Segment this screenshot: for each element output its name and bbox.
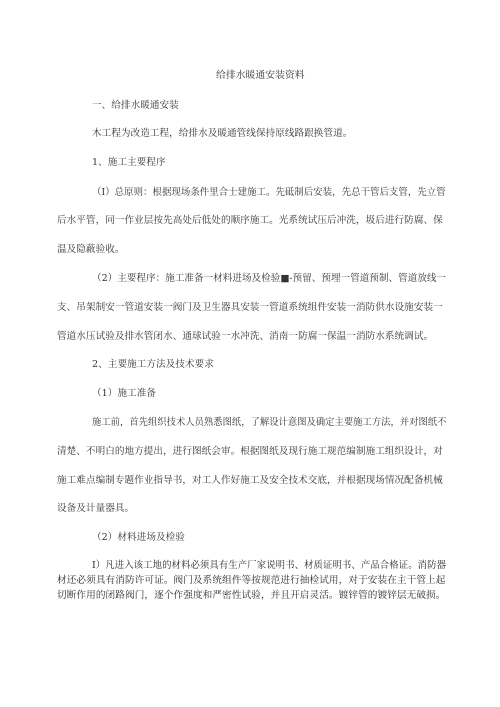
paragraph-line: 管道水压试验及排水管闭水、通球试验一水冲洗、消南一防腐一保温一消防水系统调试。 <box>57 331 434 342</box>
subsection-heading: 2、主要施工方法及技术要求 <box>92 359 214 370</box>
paragraph-line: 木工程为改造工程，给排水及暖通管线保持原线路跟换管道。 <box>92 128 353 139</box>
item-heading: （1）施工准备 <box>92 388 157 399</box>
paragraph-line: I）凡进入该工地的材料必须具有生产厂家说明书、材质证明书、产品合格证。消防器 <box>92 560 447 571</box>
paragraph-line: 温及隐蔽验收。 <box>57 244 125 255</box>
paragraph-line: 切断作用的闭路阀门，逐个作强度和严密性试验，并且开启灵活。镀锌管的镀锌层无破损。 <box>57 590 446 601</box>
paragraph-line: （2）主要程序：施工准备一材料进场及检验■-预留、预埋一管道预制、管道放线一 <box>92 273 447 284</box>
paragraph-line: 施工难点编制专题作业指导书，对工人作好施工及安全技术交底，并根据现场情况配备机械 <box>57 475 443 486</box>
paragraph-line: 施工前，首先组织技术人员熟悉图纸，了解设计意图及确定主要施工方法，并对图纸不 <box>92 417 447 428</box>
paragraph-line: （I）总原则：根据现场条件里合士建施工。先砥制后安装，先总干管后支管，先立管 <box>92 187 446 198</box>
item-heading: （2）材料进场及检验 <box>92 532 185 543</box>
section-heading: 一、给排水暖通安装 <box>92 100 179 111</box>
paragraph-line: 材还必须具有消防许可证。阀门及系统组件等按规范进行抽检试用，对于安装在主干管上起 <box>57 575 446 586</box>
subsection-heading: 1、施工主要程序 <box>92 157 166 168</box>
paragraph-line: 支、吊架制安一管道安装一阀门及卫生器具安装一管道系统组件安装一消防供水设施安装一 <box>57 302 443 313</box>
paragraph-line: 清楚、不明白的地方提出，进行图纸会审。根据图纸及现行施工规范编制施工组织设计，对 <box>57 446 443 457</box>
paragraph-line: 设备及计量器具。 <box>57 503 135 514</box>
paragraph-line: 后水平管，同一作业层按先高处后低处的顺序施工。光系统试压后冲洗，圾后进行防腐、保 <box>57 215 443 226</box>
document-title: 给排水暖通安装资料 <box>216 70 305 81</box>
